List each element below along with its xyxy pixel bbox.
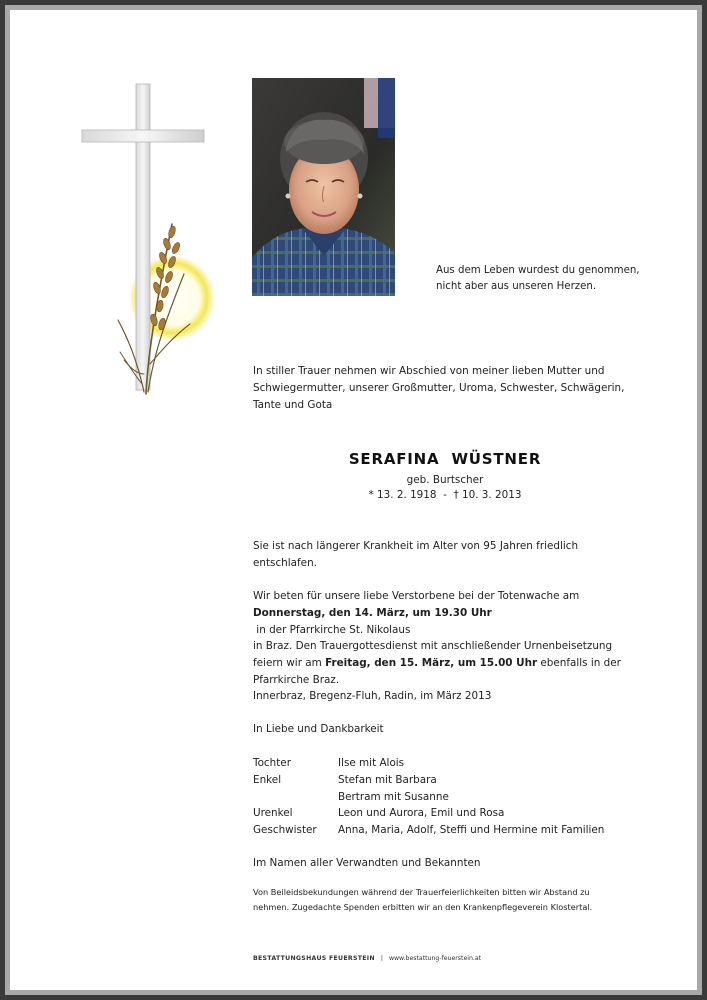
family-row (253, 805, 604, 822)
birth-name: geb. Burtscher (406, 474, 484, 486)
deceased-info (253, 450, 637, 501)
funeral-home-name: BESTATTUNGSHAUS FEUERSTEIN (253, 955, 375, 962)
intro-line: Tante und Gota (253, 398, 333, 411)
family-names: Bertram mit Susanne (338, 790, 449, 803)
life-dates: * 13. 2. 1918 - † 10. 3. 2013 (368, 489, 522, 501)
service-line: Pfarrkirche Braz. (253, 673, 340, 686)
family-role: Urenkel (253, 807, 293, 820)
vigil-location: in der Pfarrkirche St. Nikolaus (253, 623, 411, 636)
family-names: Stefan mit Barbara (338, 773, 437, 786)
memorial-quote (436, 263, 666, 295)
passing-line: entschlafen. (253, 556, 317, 569)
funeral-date: Freitag, den 15. März, um 15.00 Uhr (325, 657, 538, 670)
family-list (253, 755, 604, 839)
passing-line: Sie ist nach längerer Krankheit im Alter von 95 Jahren friedlich (253, 540, 579, 552)
obituary-page (10, 10, 697, 990)
deceased-name: SERAFINA WÜSTNER (348, 450, 542, 468)
donation-note (253, 885, 643, 914)
service-line (253, 605, 643, 639)
quote-line: nicht aber aus unseren Herzen. (436, 281, 597, 292)
place-date: Innerbraz, Bregenz-Fluh, Radin, im März 2013 (253, 690, 492, 702)
service-line: Wir beten für unsere liebe Verstorbene bei der Totenwache am (253, 590, 580, 602)
family-names: Anna, Maria, Adolf, Steffi und Hermine mit Familien (338, 824, 605, 837)
family-role: Geschwister (253, 824, 317, 837)
family-row (253, 822, 604, 839)
intro-line: Schwiegermutter, unserer Großmutter, Uroma, Schwester, Schwägerin, (253, 381, 625, 394)
service-line: in Braz. Den Trauergottesdienst mit anschließender Urnenbeisetzung (253, 640, 613, 653)
passing-paragraph (253, 538, 643, 572)
family-role: Tochter (253, 757, 291, 769)
closing-line: In Liebe und Dankbarkeit (253, 723, 384, 735)
vigil-date: Donnerstag, den 14. März, um 19.30 Uhr (253, 606, 492, 619)
note-line: nehmen. Zugedachte Spenden erbitten wir an den Krankenpflegeverein Klostertal. (253, 901, 593, 912)
funeral-rest: ebenfalls in der (537, 657, 621, 670)
family-names: Leon und Aurora, Emil und Rosa (338, 807, 505, 820)
service-line (253, 655, 643, 672)
portrait-photo (252, 78, 395, 296)
footer (253, 955, 481, 962)
on-behalf-line: Im Namen aller Verwandten und Bekannten (253, 857, 481, 869)
note-line: Von Beileidsbekundungen während der Trauerfeierlichkeiten bitten wir Abstand zu (253, 887, 590, 897)
family-role: Enkel (253, 773, 282, 786)
quote-line: Aus dem Leben wurdest du genommen, (436, 265, 640, 276)
family-row (253, 755, 604, 772)
family-row (253, 789, 604, 806)
funeral-intro: feiern wir am (253, 657, 326, 670)
family-role (253, 789, 338, 806)
family-names: Ilse mit Alois (338, 757, 405, 769)
footer-separator: | (380, 955, 383, 962)
cross-shape (82, 84, 204, 390)
intro-line: In stiller Trauer nehmen wir Abschied von meiner lieben Mutter und (253, 365, 605, 377)
family-row (253, 772, 604, 789)
website-link[interactable]: www.bestattung-feuerstein.at (388, 955, 482, 962)
cross-wheat-sun-illustration (50, 74, 240, 414)
service-paragraph (253, 588, 643, 689)
intro-paragraph (253, 363, 643, 413)
